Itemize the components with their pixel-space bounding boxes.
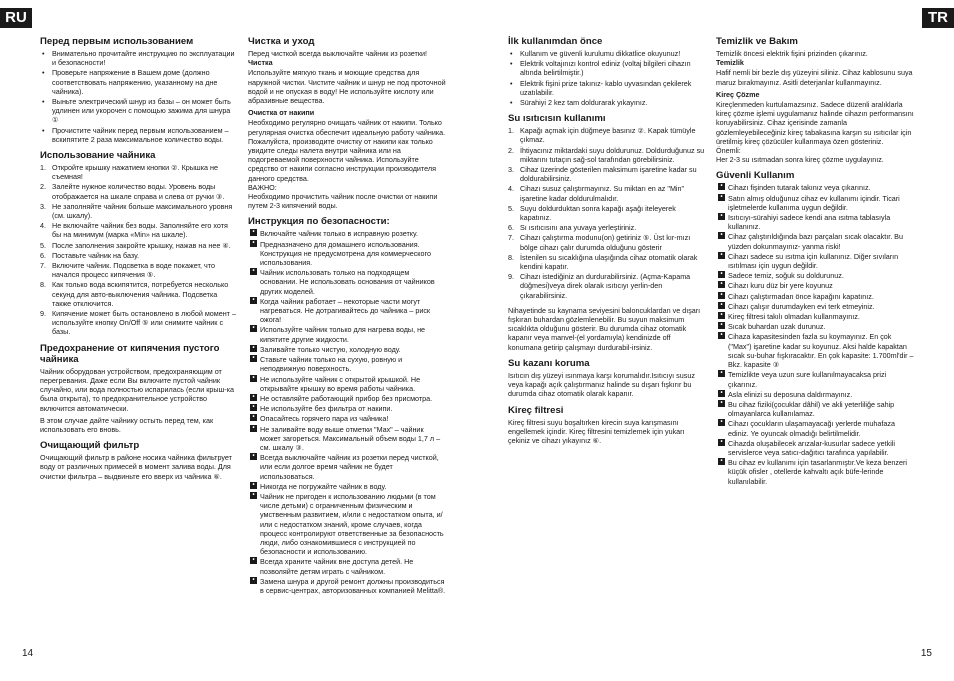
list-kettle-steps — [40, 163, 238, 337]
paragraph: Kireçlenmeden kurtulamazsınız. Sadece düzenli aralıklarla kireç çözme işlemi uygulamanız halinde cihazın performansını koruyabilirsiniz. Cihaz içerisinde zamanla gözlemleyebileceğiniz kireç tabakasına karşın su ısıtıcılar için üretilmiş kireç çözücüler kullanmaya özen gösteriniz. — [716, 100, 914, 146]
list-heater-steps — [508, 126, 706, 300]
warning-item: • Isıtıcıyı-sürahiyi sadece kendi ana ısıtma tablasıyla kullanınız. — [716, 213, 914, 231]
warning-item: • Не используйте без фильтра от накипи. — [248, 404, 446, 413]
warning-item: • Cihazı çalışır durumdayken evi terk etmeyiniz. — [716, 302, 914, 311]
section-title-boil-dry: Предохранение от кипячения пустого чайника — [40, 342, 220, 365]
warning-item: • Satın almış olduğunuz cihaz ev kullanımı içindir. Ticari işletmelerde kullanıma uygun değildir. — [716, 194, 914, 212]
tr-column-1 — [508, 30, 706, 448]
paragraph: Her 2-3 su ısıtmadan sonra kireç çözme uygulayınız. — [716, 155, 884, 165]
section-title-heater-use: Su ısıtıcısın kullanımı — [508, 113, 606, 125]
warning-item: • Cihaz çalıştırıldığında bazı parçaları sıcak olacaktır. Bu yüzden dokunmayınız- yanma riski! — [716, 232, 914, 250]
paragraph: В этом случае дайте чайнику остыть перед тем, как использовать его вновь. — [40, 415, 214, 434]
list-item: Не включайте чайник без воды. Заполняйте его хотя бы на минимум (марка «Min» на шкале). — [52, 221, 228, 240]
list-item: Cihazı istediğiniz an durdurabilirsiniz. (Açma-Kapama düğmesi)veya direk olarak ısıtıcıyı yerlin-den çıkarabilirsiniz. — [520, 272, 691, 300]
warning-item: • Чайник использовать только на подходящем основании. Не использовать основания от чайников других моделей. — [248, 268, 446, 296]
paragraph: Очищающий фильтр в районе носика чайника фильтрует воду от различных примесей в момент залива воды. Для очистки фильтра – выдвиньте его вверх из чайника ⑥. — [40, 453, 232, 481]
page-number-left: 14 — [22, 648, 34, 659]
list-item: Включите чайник. Подсветка в воде покажет, что начался процесс кипячения ⑤. — [52, 261, 215, 280]
warning-item: • Всегда выключайте чайник из розетки перед чисткой, или если долгое время чайник не будет использоваться. — [248, 453, 446, 481]
warning-item: • Когда чайник работает – некоторые части могут нагреваться. Не дотрагивайтесь до чайника – риск ожога! — [248, 297, 446, 325]
warning-item: • Cihazı kuru düz bir yere koyunuz — [716, 281, 914, 290]
section-title-first-use: İlk kullanımdan önce — [508, 36, 603, 47]
list-item: Kapağı açmak için düğmeye basınız ②. Kapak tümüyle çıkmaz. — [520, 126, 696, 145]
list-item: Cihaz üzerinde gösterilen maksimum işaretine kadar su doldurabilirsiniz. — [520, 165, 697, 184]
list-item: После заполнения закройте крышку, нажав на нее ④. — [52, 240, 231, 250]
paragraph: Nihayetinde su kaynama seviyesini baloncuklardan ve dışarı fışkıran buhardan gözlemlenebilir. Bu suyun maksimum sıcaklıkta olduğunu gösterir. Bu durumda cihaz otomatik kapanır veya manvel-(el yordamıyla) kendinizde off konumana getirip çalışmayı durdurabil-irsiniz. — [508, 305, 701, 352]
warning-item: • Не заливайте воду выше отметки "Max" – чайник может загореться. Максимальный объем воды 1,7 л – см. шкалу ③. — [248, 425, 446, 453]
paragraph: Hafif nemli bir bezle dış yüzeyini siliniz. Cihaz kablosunu suya maruz bırakmayınız. Asitli deterjanlar kullanmayınız. — [716, 68, 913, 87]
list-item: Cihazı susuz çalıştırmayınız. Su miktarı en az "Min" işaretine kadar doldurulmalıdır. — [520, 184, 685, 203]
list-safety — [248, 229, 446, 595]
list-item: • Внимательно прочитайте инструкцию по эксплуатации и безопасности! — [40, 49, 238, 67]
section-title-cleaning: Temizlik ve Bakım — [716, 36, 798, 47]
list-item: • Sürahiyi 2 kez tam doldurarak yıkayınız. — [508, 98, 706, 107]
warning-item: • Опасайтесь горячего пара из чайника! — [248, 414, 446, 423]
list-item: İstenilen su sıcaklığına ulaşığında cihaz otomatik olarak kendini kapatır. — [520, 252, 698, 272]
section-title-filter: Kireç filtresi — [508, 404, 564, 416]
list-item: Кипячение может быть остановлено в любой момент – используйте кнопку On/Off ⑤ или снимите чайник с базы. — [52, 309, 236, 337]
list-item: İhtiyacınız miktardaki suyu doldurunuz. Doldurduğunuz su miktarını tutaçın sağ-sol tarafından görebilirsiniz. — [520, 145, 705, 164]
important-label: ВАЖНО: — [248, 182, 277, 192]
section-title-safety: Güvenli Kullanım — [716, 170, 795, 182]
warning-item: • Чайник не пригоден к использованию людьми (в том числе детьми) с ограниченным физическим и умственным развитием, и/или с недостатком опыта, и/или с недостатком знаний, кроме случаев, когда процесс контролируют ответственные за безопасность люди, либо ознакомившиеся с инструкцией по безопасности и использованию. — [248, 492, 446, 556]
warning-item: • Cihazı çocukların ulaşamayacağı yerlerde muhafaza ediniz. Ye oyuncak olmadığı belirtilmelidir. — [716, 419, 914, 437]
page-number-right: 15 — [920, 648, 932, 659]
list-item: • Elektrik fişini prize takınız- kablo uyvasından çekilerek uzatılabilir. — [508, 79, 706, 97]
warning-item: • Используйте чайник только для нагрева воды, не кипятите другие жидкости. — [248, 325, 446, 343]
warning-item: • Всегда храните чайник вне доступа детей. Не позволяйте детям играть с чайником. — [248, 557, 446, 575]
section-title-boil-protection: Su kazanı koruma — [508, 357, 590, 369]
tr-column-2 — [716, 30, 914, 489]
paragraph: Необходимо регулярно очищать чайник от накипи. Только регулярная очистка обеспечит идеальную работу чайника. Пожалуйста, производите очистку от накипи как только увидите следы налета внутри чайника или на подогреваемой поверхности чайника. Используйте средство от накипи согласно инструкции производителя данного средства. — [248, 118, 446, 183]
list-item: • Прочистите чайник перед первым использованием – вскипятите 2 раза максимальное количество воды. — [40, 126, 238, 144]
section-title-filter: Очищающий фильтр — [40, 440, 140, 452]
language-tab-ru: RU — [0, 8, 32, 28]
ru-column-1 — [40, 30, 238, 484]
list-item: • Kullanım ve güvenli kurulumu dikkatlice okuyunuz! — [508, 49, 706, 58]
list-item: • Elektrik voltajınızı kontrol ediniz (voltaj bilgileri cihazın altında belirtilmiştir.) — [508, 59, 706, 77]
paragraph: Перед чисткой всегда выключайте чайник из розетки! — [248, 49, 428, 58]
warning-item: • Sadece temiz, soğuk su doldurunuz. — [716, 271, 914, 280]
list-item: Поставьте чайник на базу. — [52, 250, 139, 260]
warning-item: • Temizlikte veya uzun sure kullanılmayacaksa prizi çıkarınız. — [716, 370, 914, 388]
subheading-descaling: Kireç Çözme — [716, 89, 760, 99]
list-item: Как только вода вскипятится, потребуется несколько секунд для авто-выключения чайника. Подсветка также отключится. — [52, 280, 229, 308]
warning-item: • Cihazı sadece su ısıtma için kullanınız. Diğer sıvıların ısıtılması için uygun değildir. — [716, 252, 914, 270]
warning-item: • Bu cihaz ev kullanımı için tasarlanmıştır.Ve keza benzeri küçük ofisler , otellerde kahvaltı açık büfe-lerinde kullanılabilir. — [716, 458, 914, 486]
list-item: Sı ısıtıcısını ana yuvaya yerleştiriniz. — [520, 223, 637, 233]
warning-item: • Cihaza kapasitesinden fazla su koymayınız. En çok ("Max") işaretine kadar su koyunuz. Aksi halde kapaktan sıcak su-buhar fışkıracaktır. En çok kapasite: 1.700ml'dir –Bkz. kapasite ③ — [716, 332, 914, 369]
paragraph: Чайник оборудован устройством, предохраняющим от перегревания. Даже если Вы включите пустой чайник случайно, или вода полностью испарилась (если крыш-ка была открыта), то предохранительное устройство включится автоматически. — [40, 366, 234, 413]
language-tab-tr: TR — [922, 8, 954, 28]
list-safety — [716, 183, 914, 485]
warning-item: • Не оставляйте работающий прибор без присмотра. — [248, 394, 446, 403]
warning-item: • Sıcak buhardan uzak durunuz. — [716, 322, 914, 331]
paragraph: Temizlik öncesi elektrik fişini prizinden çıkarınız. — [716, 49, 868, 58]
important-label: Önemli: — [716, 146, 741, 156]
warning-item: • Cihazda oluşabilecek arızalar-kusurlar sadece yetkili servislerce veya satıcı-dağıtıcı tarafınca yapılabilir. — [716, 439, 914, 457]
subheading-descaling: Очистка от накипи — [248, 108, 315, 118]
paragraph: Используйте мягкую ткань и моющие средства для наружной чистки. Чистите чайник и шнур не под проточной водой и не опуская в воду! Не используйте кислоту или абразивные вещества. — [248, 68, 446, 106]
list-item: Залейте нужное количество воды. Уровень воды отображается на шкале справа и слева от ручки ③. — [52, 182, 225, 201]
warning-item: • Включайте чайник только в исправную розетку. — [248, 229, 446, 238]
section-title-before-first-use: Перед первым использованием — [40, 36, 194, 47]
paragraph: Isıtıcın dış yüzeyi ısınmaya karşı korumalıdır.Isıtıcıyı susuz veya kapağı açık çalıştırmanız halinde su dışarı fışkırır bu durumda cihaz otomatik olarak kapanır. — [508, 370, 695, 399]
subheading-cleaning: Temizlik — [716, 58, 744, 68]
list-first-use — [508, 49, 706, 107]
list-before-first-use — [40, 49, 238, 144]
list-item: Не заполняйте чайник больше максимального уровня (см. шкалу). — [52, 201, 233, 221]
list-item: • Проверьте напряжение в Вашем доме (должно соответствовать напряжению, указанному на дне чайника). — [40, 68, 238, 96]
ru-column-2 — [248, 30, 446, 598]
warning-item: • Cihazı çalıştırmadan önce kapağını kapatınız. — [716, 292, 914, 301]
subheading-cleaning: Чистка — [248, 58, 273, 68]
warning-item: • Bu cihaz fiziki(çocuklar dâhil) ve akli yeterliliğe sahip olmayanlarca kullanılamaz. — [716, 400, 914, 418]
list-item: Suyu doldurduktan sonra kapağı aşağı iteleyerek kapatınız. — [520, 203, 676, 223]
warning-item: • Заливайте только чистую, холодную воду. — [248, 345, 446, 354]
list-item: Откройте крышку нажатием кнопки ②. Крышка не съемная! — [52, 163, 218, 182]
warning-item: • Kireç filtresi takılı olmadan kullanmayınız. — [716, 312, 914, 321]
warning-item: • Asla elinizi su deposuna daldırmayınız. — [716, 390, 914, 399]
section-title-cleaning: Чистка и уход — [248, 36, 315, 47]
warning-item: • Предназначено для домашнего использования. Конструкция не предусмотрена для коммерческого использования. — [248, 240, 446, 268]
warning-item: • Никогда не погружайте чайник в воду. — [248, 482, 446, 491]
paragraph: Необходимо прочистить чайник после очистки от накипи путем 2-3 кипячений воды. — [248, 192, 438, 211]
list-item: • Выньте электрический шнур из базы – он может быть удлинен или укорочен с помощью зажима для шнура ① — [40, 97, 238, 125]
warning-item: • Замена шнура и другой ремонт должны производиться в сервис-центрах, авторизованных компанией Melitta®. — [248, 577, 446, 595]
list-item: Cihazı çalıştırma modunu(on) getiriniz ⑤. Üst kır-mızı bölge cihazı çalır durumda olduğunu gösterir — [520, 233, 691, 252]
warning-item: • Cihazı fişinden tutarak takınız veya çıkarınız. — [716, 183, 914, 192]
warning-item: • Не используйте чайник с открытой крышкой. Не открывайте крышку во время работы чайника. — [248, 375, 446, 393]
warning-item: • Ставьте чайник только на сухую, ровную и неподвижную поверхность. — [248, 355, 446, 373]
paragraph: Kireç filtresi suyu boşaltırken kirecin suya karışmasını engellemek içindir. Kireç filtresini temizlemek için yukarı çekiniz ve cihazı yıkayınız ⑥. — [508, 417, 685, 445]
section-title-kettle-use: Использование чайника — [40, 150, 156, 162]
section-title-safety: Инструкция по безопасности: — [248, 216, 390, 228]
